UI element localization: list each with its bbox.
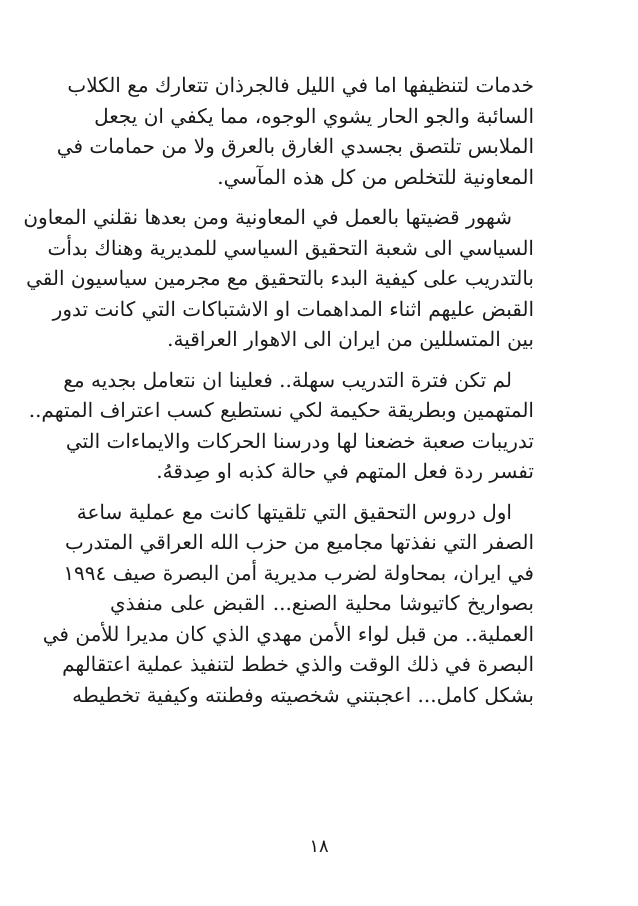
text-line: العملية.. من قبل لواء الأمن مهدي الذي كان مديرا للأمن في — [42, 621, 534, 646]
text-line: السائبة والجو الحار يشوي الوجوه، مما يكفي ان يجعل — [94, 103, 534, 128]
text-line: الصفر التي نفذتها مجاميع من حزب الله العراقي المتدرب — [64, 530, 534, 554]
text-line: تفسر ردة فعل المتهم في حالة كذبه او صِدقهُ. — [156, 459, 534, 483]
text-line: خدمات لتنظيفها اما في الليل فالجرذان تتعارك مع الكلاب — [67, 73, 534, 97]
text-line: اول دروس التحقيق التي تلقيتها كانت مع عملية ساعة — [76, 499, 512, 524]
paragraph-4 — [42, 497, 534, 711]
paragraph-2 — [23, 202, 534, 355]
text-line: لم تكن فترة التدريب سهلة.. فعلينا ان نتعامل بجديه مع — [63, 367, 512, 392]
text-line: الملابس تلتصق بجسدي الغارق بالعرق ولا من حمامات في — [56, 134, 534, 158]
text-line: بصواريخ كاتيوشا محلية الصنع... القبض على منفذي — [110, 591, 534, 615]
text-line: البصرة في ذلك الوقت والذي خطط لتنفيذ عملية اعتقالهم — [62, 652, 534, 676]
text-line: المعاونية للتخلص من كل هذه المآسي. — [217, 164, 534, 189]
paragraph-3 — [28, 365, 534, 487]
text-line: القبض عليهم اثناء المداهمات او الاشتباكات التي كانت تدور — [52, 296, 534, 321]
page-number: ١٨ — [309, 836, 329, 857]
paragraph-1 — [56, 70, 534, 192]
text-line: في ايران، بمحاولة لضرب مديرية أمن البصرة صيف ١٩٩٤ — [63, 560, 534, 585]
text-line: بشكل كامل... اعجبتني شخصيته وفطنته وكيفية تخطيطه — [72, 682, 534, 707]
text-line: المتهمين وبطريقة حكيمة لكي نستطيع كسب اعتراف المتهم.. — [28, 398, 534, 422]
text-line: السياسي الى شعبة التحقيق السياسي للمديرية وهناك بدأت — [47, 235, 534, 260]
text-line: تدريبات صعبة خضعنا لها ودرسنا الحركات والايماءات التي — [65, 428, 534, 453]
body-text — [23, 70, 534, 720]
text-line: شهور قضيتها بالعمل في المعاونية ومن بعدها نقلني المعاون — [23, 205, 512, 229]
text-line: بالتدريب على كيفية البدء بالتحقيق مع مجرمين سياسيون القي — [26, 266, 534, 290]
text-line: بين المتسللين من ايران الى الاهوار العراقية. — [167, 327, 534, 351]
